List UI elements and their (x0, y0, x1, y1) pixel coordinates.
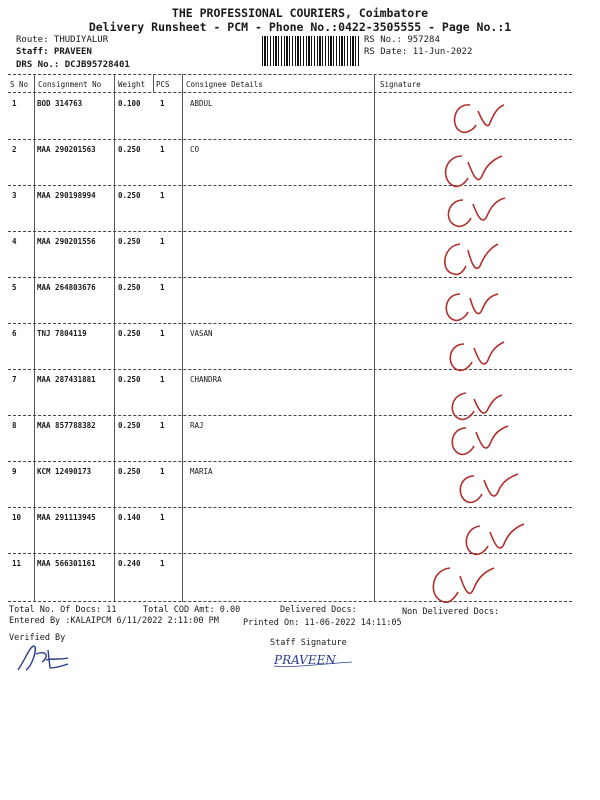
row-consignment: MAA 264803676 (37, 283, 96, 292)
row-sno: 6 (12, 329, 17, 338)
handwritten-signature (430, 238, 520, 282)
row-separator (8, 139, 572, 140)
delivered-docs: Delivered Docs: (280, 605, 357, 615)
handwritten-signature (452, 518, 542, 562)
handwritten-signature (432, 284, 522, 328)
row-weight: 0.250 (118, 467, 141, 476)
entered-by: Entered By :KALAIPCM 6/11/2022 2:11:00 PM (9, 616, 219, 626)
row-pcs: 1 (160, 329, 165, 338)
rs-date: RS Date: 11-Jun-2022 (364, 47, 473, 57)
row-weight: 0.240 (118, 559, 141, 568)
row-sno: 7 (12, 375, 17, 384)
column-header-weight: Weight (118, 80, 146, 89)
staff-label: Staff: PRAVEEN (16, 47, 92, 57)
row-weight: 0.250 (118, 191, 141, 200)
row-consignment: TNJ 7804119 (37, 329, 87, 338)
handwritten-signature (420, 562, 510, 606)
handwritten-signature (446, 466, 536, 510)
drs-number: DRS No.: DCJB95728401 (16, 60, 130, 70)
total-docs: Total No. Of Docs: 11 (9, 605, 117, 615)
handwritten-signature (438, 418, 528, 462)
column-header-signature: Signature (380, 80, 421, 89)
route-label: Route: THUDIYALUR (16, 35, 109, 45)
barcode (262, 36, 360, 66)
printed-on: Printed On: 11-06-2022 14:11:05 (243, 618, 402, 628)
row-consignee: CO (190, 145, 200, 154)
row-consignment: MAA 287431881 (37, 375, 96, 384)
row-sno: 5 (12, 283, 17, 292)
column-divider (153, 74, 154, 92)
row-sno: 9 (12, 467, 17, 476)
handwritten-signature (436, 334, 526, 378)
row-consignment: MAA 290198994 (37, 191, 96, 200)
row-consignee: ABDUL (190, 99, 213, 108)
row-weight: 0.250 (118, 375, 141, 384)
row-sno: 3 (12, 191, 17, 200)
row-weight: 0.250 (118, 329, 141, 338)
row-pcs: 1 (160, 559, 165, 568)
row-consignment: MAA 291113945 (37, 513, 96, 522)
row-weight: 0.250 (118, 283, 141, 292)
staff-signature-label: Staff Signature (270, 638, 347, 648)
column-divider (114, 74, 115, 602)
row-consignment: MAA 857788382 (37, 421, 96, 430)
row-consignment: KCM 12490173 (37, 467, 92, 476)
row-consignment: MAA 566301161 (37, 559, 96, 568)
company-title: THE PROFESSIONAL COURIERS, Coimbatore (171, 6, 429, 20)
row-sno: 1 (12, 99, 17, 108)
row-weight: 0.100 (118, 99, 141, 108)
row-consignment: MAA 290201563 (37, 145, 96, 154)
row-weight: 0.250 (118, 421, 141, 430)
row-consignee: RAJ (190, 421, 204, 430)
verified-by-label: Verified By (9, 633, 66, 643)
row-sno: 10 (12, 513, 22, 522)
row-consignee: MARIA (190, 467, 213, 476)
row-consignee: VASAN (190, 329, 213, 338)
total-cod-amount: Total COD Amt: 0.00 (143, 605, 241, 615)
row-pcs: 1 (160, 237, 165, 246)
row-sno: 2 (12, 145, 17, 154)
column-header-sno: S No (10, 80, 29, 89)
table-top-border (8, 74, 572, 75)
column-divider (374, 74, 375, 602)
row-sno: 4 (12, 237, 17, 246)
row-sno: 8 (12, 421, 17, 430)
row-consignment: BOD 314763 (37, 99, 83, 108)
non-delivered-docs: Non Delivered Docs: (402, 607, 500, 617)
handwritten-signature (440, 95, 530, 139)
row-pcs: 1 (160, 467, 165, 476)
row-sno: 11 (12, 559, 22, 568)
row-weight: 0.140 (118, 513, 141, 522)
row-pcs: 1 (160, 99, 165, 108)
runsheet-subtitle: Delivery Runsheet - PCM - Phone No.:0422-3505555 - Page No.:1 (88, 20, 512, 34)
row-weight: 0.250 (118, 237, 141, 246)
row-consignment: MAA 290201556 (37, 237, 96, 246)
handwritten-signature (435, 190, 525, 234)
column-divider (182, 74, 183, 602)
column-header-pcs: PCS (156, 80, 170, 89)
row-weight: 0.250 (118, 145, 141, 154)
row-consignee: CHANDRA (190, 375, 222, 384)
column-divider (34, 74, 35, 602)
row-pcs: 1 (160, 145, 165, 154)
staff-handwritten-signature (272, 648, 354, 670)
row-pcs: 1 (160, 375, 165, 384)
column-header-consignment: Consignment No (38, 80, 102, 89)
row-pcs: 1 (160, 513, 165, 522)
header-bottom-border (8, 92, 572, 93)
row-pcs: 1 (160, 421, 165, 430)
column-header-consignee: Consignee Details (186, 80, 263, 89)
row-pcs: 1 (160, 191, 165, 200)
verifier-signature (12, 640, 72, 674)
handwritten-signature (432, 148, 522, 192)
svg-text:PRAVEEN: PRAVEEN (274, 653, 336, 667)
row-pcs: 1 (160, 283, 165, 292)
rs-number: RS No.: 957284 (364, 35, 440, 45)
